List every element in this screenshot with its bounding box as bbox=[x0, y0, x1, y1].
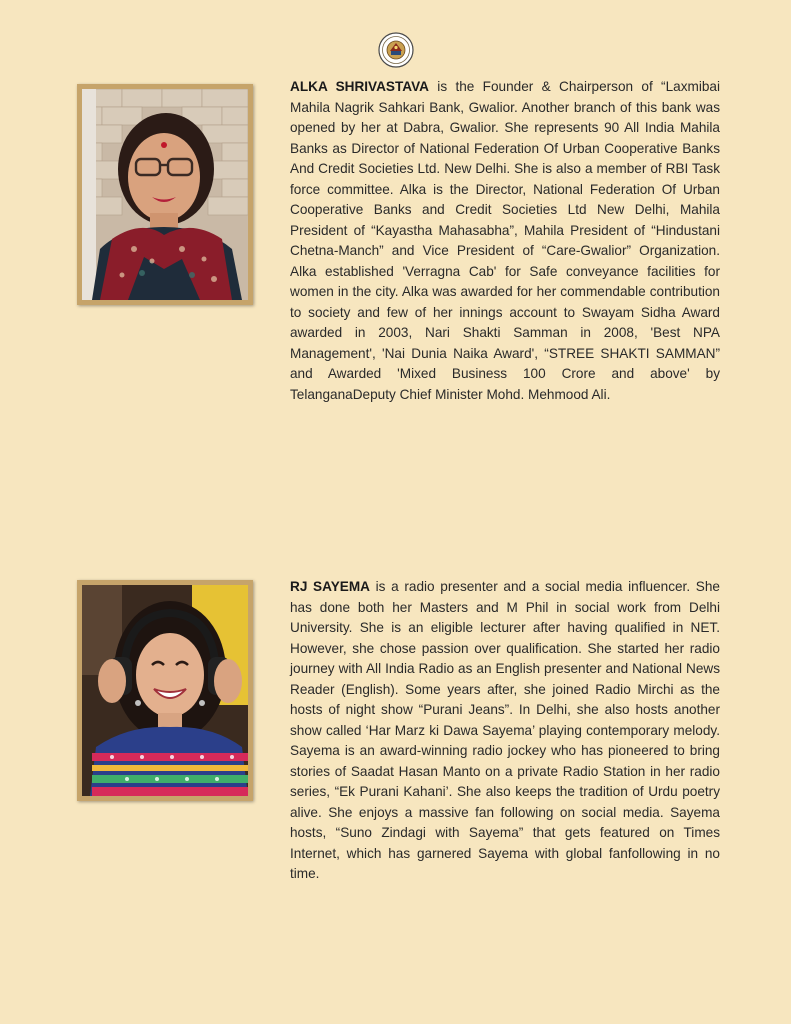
profile-photo-alka bbox=[82, 89, 248, 300]
profile-name: ALKA SHRIVASTAVA bbox=[290, 79, 429, 94]
profile-bio-text: is the Founder & Chairperson of “Laxmibai Mahila Nagrik Sahkari Bank, Gwalior. Another branch of this bank was opened by her at Dabra, Gwalior. She represents 90 All India Mahila Banks as Director of National Federation Of Urban Cooperative Banks And Credit Societies Ltd. New Delhi. She is also a member of RBI Task force committee. Alka is the Director, National Federation Of Urban Cooperative Banks and Credit Societies Ltd New Delhi, Mahila President of “Kayastha Mahasabha”, Mahila President of “Hindustani Chetna-Manch” and Vice President of “Care-Gwalior” Organization. Alka established 'Verragna Cab' for Safe conveyance facilities for women in the city. Alka was awarded for her commendable contribution to society and few of her innings account to Swayam Sidha Award awarded in 2003, Nari Shakti Samman in 2008, 'Best NPA Management', 'Nai Dunia Naika Award', “STREE SHAKTI SAMMAN” and Awarded 'Mixed Business 100 Crore and above' by TelanganaDeputy Chief Minister Mohd. Mehmood Ali. bbox=[290, 79, 720, 402]
profile-bio-text: is a radio presenter and a social media influencer. She has done both her Masters and M Phil in social work from Delhi University. She is an eligible lecturer after having qualified in NET. However, she chose passion over qualification. She started her radio journey with All India Radio as an English presenter and National News Reader (English). Some years after, she joined Radio Mirchi as the hosts of night show “Purani Jeans”. In Delhi, she also hosts another show called ‘Har Marz ki Dawa Sayema’ playing contemporary melody. Sayema is an award-winning radio jockey who has pioneered to bring stories of Saadat Hasan Manto on a private Radio Station in her radio series, “Ek Purani Kahani’. She also keeps the tradition of Urdu poetry alive. She enjoys a massive fan following on social media. Sayema hosts, “Suno Zindagi with Sayema” that gets featured on Times Internet, which has garnered Sayema with global fanfollowing in no time. bbox=[290, 579, 720, 881]
profile-name: RJ SAYEMA bbox=[290, 579, 370, 594]
profile-photo-frame bbox=[77, 580, 253, 801]
profile-bio-alka bbox=[290, 77, 720, 405]
seal-emblem-icon bbox=[378, 32, 414, 68]
profile-photo-frame bbox=[77, 84, 253, 305]
profile-bio-sayema bbox=[290, 577, 720, 885]
profile-photo-sayema bbox=[82, 585, 248, 796]
